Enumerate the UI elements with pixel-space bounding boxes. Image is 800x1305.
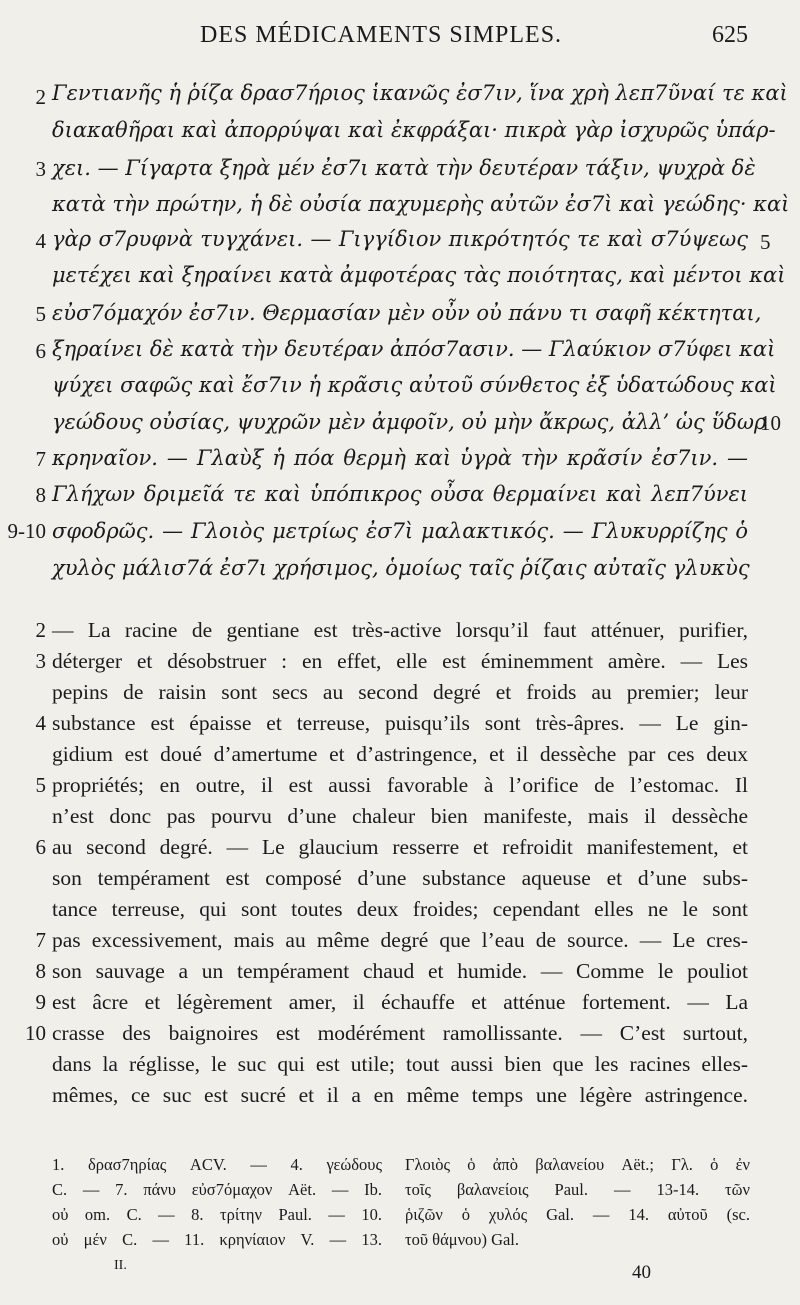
signature-mark: II.	[114, 1258, 127, 1273]
greek-line: διακαθῆραι καὶ ἀπορρύψαι καὶ ἐκφράξαι· πικρὰ γὰρ ἰσχυρῶς ὑπάρ-	[52, 118, 776, 142]
folio-number: 40	[632, 1262, 651, 1283]
french-line: dans la réglisse, le suc qui est utile; tout aussi bien que les racines elles-	[52, 1052, 748, 1076]
greek-line: εὐσ7όμαχόν ἐσ7ιν. Θερμασίαν μὲν οὖν οὐ πάνυ τι σαφῆ κέκτηται,	[52, 301, 762, 325]
footnote-line: 1. δρασ7ηρίας ACV. — 4. γεώδους	[52, 1155, 382, 1174]
greek-line: χει. — Γίγαρτα ξηρὰ μέν ἐσ7ι κατὰ τὴν δευτέραν τάξιν, ψυχρὰ δὲ	[52, 156, 756, 180]
greek-line: μετέχει καὶ ξηραίνει κατὰ ἀμφοτέρας τὰς ποιότητας, καὶ μέντοι καὶ	[52, 263, 786, 287]
footnote-line: Γλοιὸς ὁ ἀπὸ βαλανείου Aët.; Γλ. ὁ ἐν	[405, 1155, 750, 1174]
page-number: 625	[712, 22, 748, 48]
french-line: est âcre et légèrement amer, il échauffe et atténue fortement. — La	[52, 990, 748, 1014]
line-number: 9-10	[7, 519, 46, 543]
french-line: déterger et désobstruer : en effet, elle est éminemment amère. — Les	[52, 649, 748, 673]
line-number: 7	[35, 447, 46, 471]
line-number: 8	[35, 483, 46, 507]
line-number: 5	[35, 773, 46, 797]
french-line: — La racine de gentiane est très-active lorsqu’il faut atténuer, purifier,	[52, 618, 748, 642]
french-line: gidium est doué d’amertume et d’astringence, et il dessèche par ces deux	[52, 742, 748, 766]
greek-line: Γεντιανῆς ἡ ῥίζα δρασ7ήριος ἱκανῶς ἐσ7ιν, ἵνα χρὴ λεπ7ῦναί τε καὶ	[52, 81, 788, 105]
footnote-line: οὐ μέν C. — 11. κρηνίαιον V. — 13.	[52, 1230, 382, 1249]
french-line: pas excessivement, mais au même degré que l’eau de source. — Le cres-	[52, 928, 748, 952]
greek-line: ψύχει σαφῶς καὶ ἔσ7ιν ἡ κρᾶσις αὐτοῦ σύνθετος ἐξ ὑδατώδους καὶ	[52, 373, 777, 397]
greek-line: χυλὸς μάλισ7ά ἐσ7ι χρήσιμος, ὁμοίως ταῖς ῥίζαις αὐταῖς γλυκὺς	[52, 556, 750, 580]
line-number: 3	[35, 649, 46, 673]
greek-line: σφοδρῶς. — Γλοιὸς μετρίως ἐσ7ὶ μαλακτικός. — Γλυκυρρίζης ὁ	[52, 519, 748, 543]
line-number: 3	[35, 157, 46, 181]
line-number: 10	[25, 1021, 46, 1045]
line-number: 7	[35, 928, 46, 952]
french-line: crasse des baignoires est modérément ramollissante. — C’est surtout,	[52, 1021, 748, 1045]
line-number: 6	[35, 339, 46, 363]
french-line: mêmes, ce suc est sucré et il a en même temps une légère astringence.	[52, 1083, 748, 1107]
greek-line: γεώδους οὐσίας, ψυχρῶν μὲν ἀμφοῖν, οὐ μὴν ἄκρως, ἀλλ’ ὡς ὕδωρ	[52, 410, 767, 434]
line-number: 5	[760, 230, 771, 254]
french-line: pepins de raisin sont secs au second degré et froids au premier; leur	[52, 680, 748, 704]
greek-line: κατὰ τὴν πρώτην, ἡ δὲ οὐσία παχυμερὴς αὐτῶν ἐσ7ὶ καὶ γεώδης· καὶ	[52, 192, 790, 216]
line-number: 4	[35, 711, 46, 735]
greek-line: Γλήχων δριμεῖά τε καὶ ὑπόπικρος οὖσα θερμαίνει καὶ λεπ7ύνει	[52, 482, 748, 506]
line-number: 9	[35, 990, 46, 1014]
footnote-line: τοῦ θάμνου) Gal.	[405, 1230, 520, 1249]
french-line: au second degré. — Le glaucium resserre et refroidit manifestement, et	[52, 835, 748, 859]
greek-line: ξηραίνει δὲ κατὰ τὴν δευτέραν ἀπόσ7ασιν. — Γλαύκιον σ7ύφει καὶ	[52, 337, 776, 361]
line-number: 2	[35, 618, 46, 642]
line-number: 10	[760, 411, 781, 435]
french-line: n’est donc pas pourvu d’une chaleur bien manifeste, mais il dessèche	[52, 804, 748, 828]
line-number: 4	[35, 229, 46, 253]
footnote-line: οὐ om. C. — 8. τρίτην Paul. — 10.	[52, 1205, 382, 1224]
line-number: 5	[35, 302, 46, 326]
page-header	[0, 22, 800, 56]
line-number: 6	[35, 835, 46, 859]
french-line: son tempérament est composé d’une substance aqueuse et d’une subs-	[52, 866, 748, 890]
line-number: 8	[35, 959, 46, 983]
french-line: substance est épaisse et terreuse, puisqu’ils sont très-âpres. — Le gin-	[52, 711, 748, 735]
running-title: DES MÉDICAMENTS SIMPLES.	[200, 22, 563, 48]
french-line: tance terreuse, qui sont toutes deux froides; cependant elles ne le sont	[52, 897, 748, 921]
footnote-line: C. — 7. πάνυ εὐσ7όμαχον Aët. — Ib.	[52, 1180, 382, 1199]
footnote-line: ῥιζῶν ὁ χυλός Gal. — 14. αὐτοῦ (sc.	[405, 1205, 750, 1224]
line-number: 2	[35, 85, 46, 109]
french-line: son sauvage a un tempérament chaud et humide. — Comme le pouliot	[52, 959, 748, 983]
greek-line: γὰρ σ7ρυφνὰ τυγχάνει. — Γιγγίδιον πικρότητός τε καὶ σ7ύψεως	[52, 227, 748, 251]
french-line: propriétés; en outre, il est aussi favorable à l’orifice de l’estomac. Il	[52, 773, 748, 797]
greek-line: κρηναῖον. — Γλαὺξ ἡ πόα θερμὴ καὶ ὑγρὰ τὴν κρᾶσίν ἐσ7ιν. —	[52, 446, 748, 470]
footnote-line: τοῖς βαλανείοις Paul. — 13-14. τῶν	[405, 1180, 750, 1199]
